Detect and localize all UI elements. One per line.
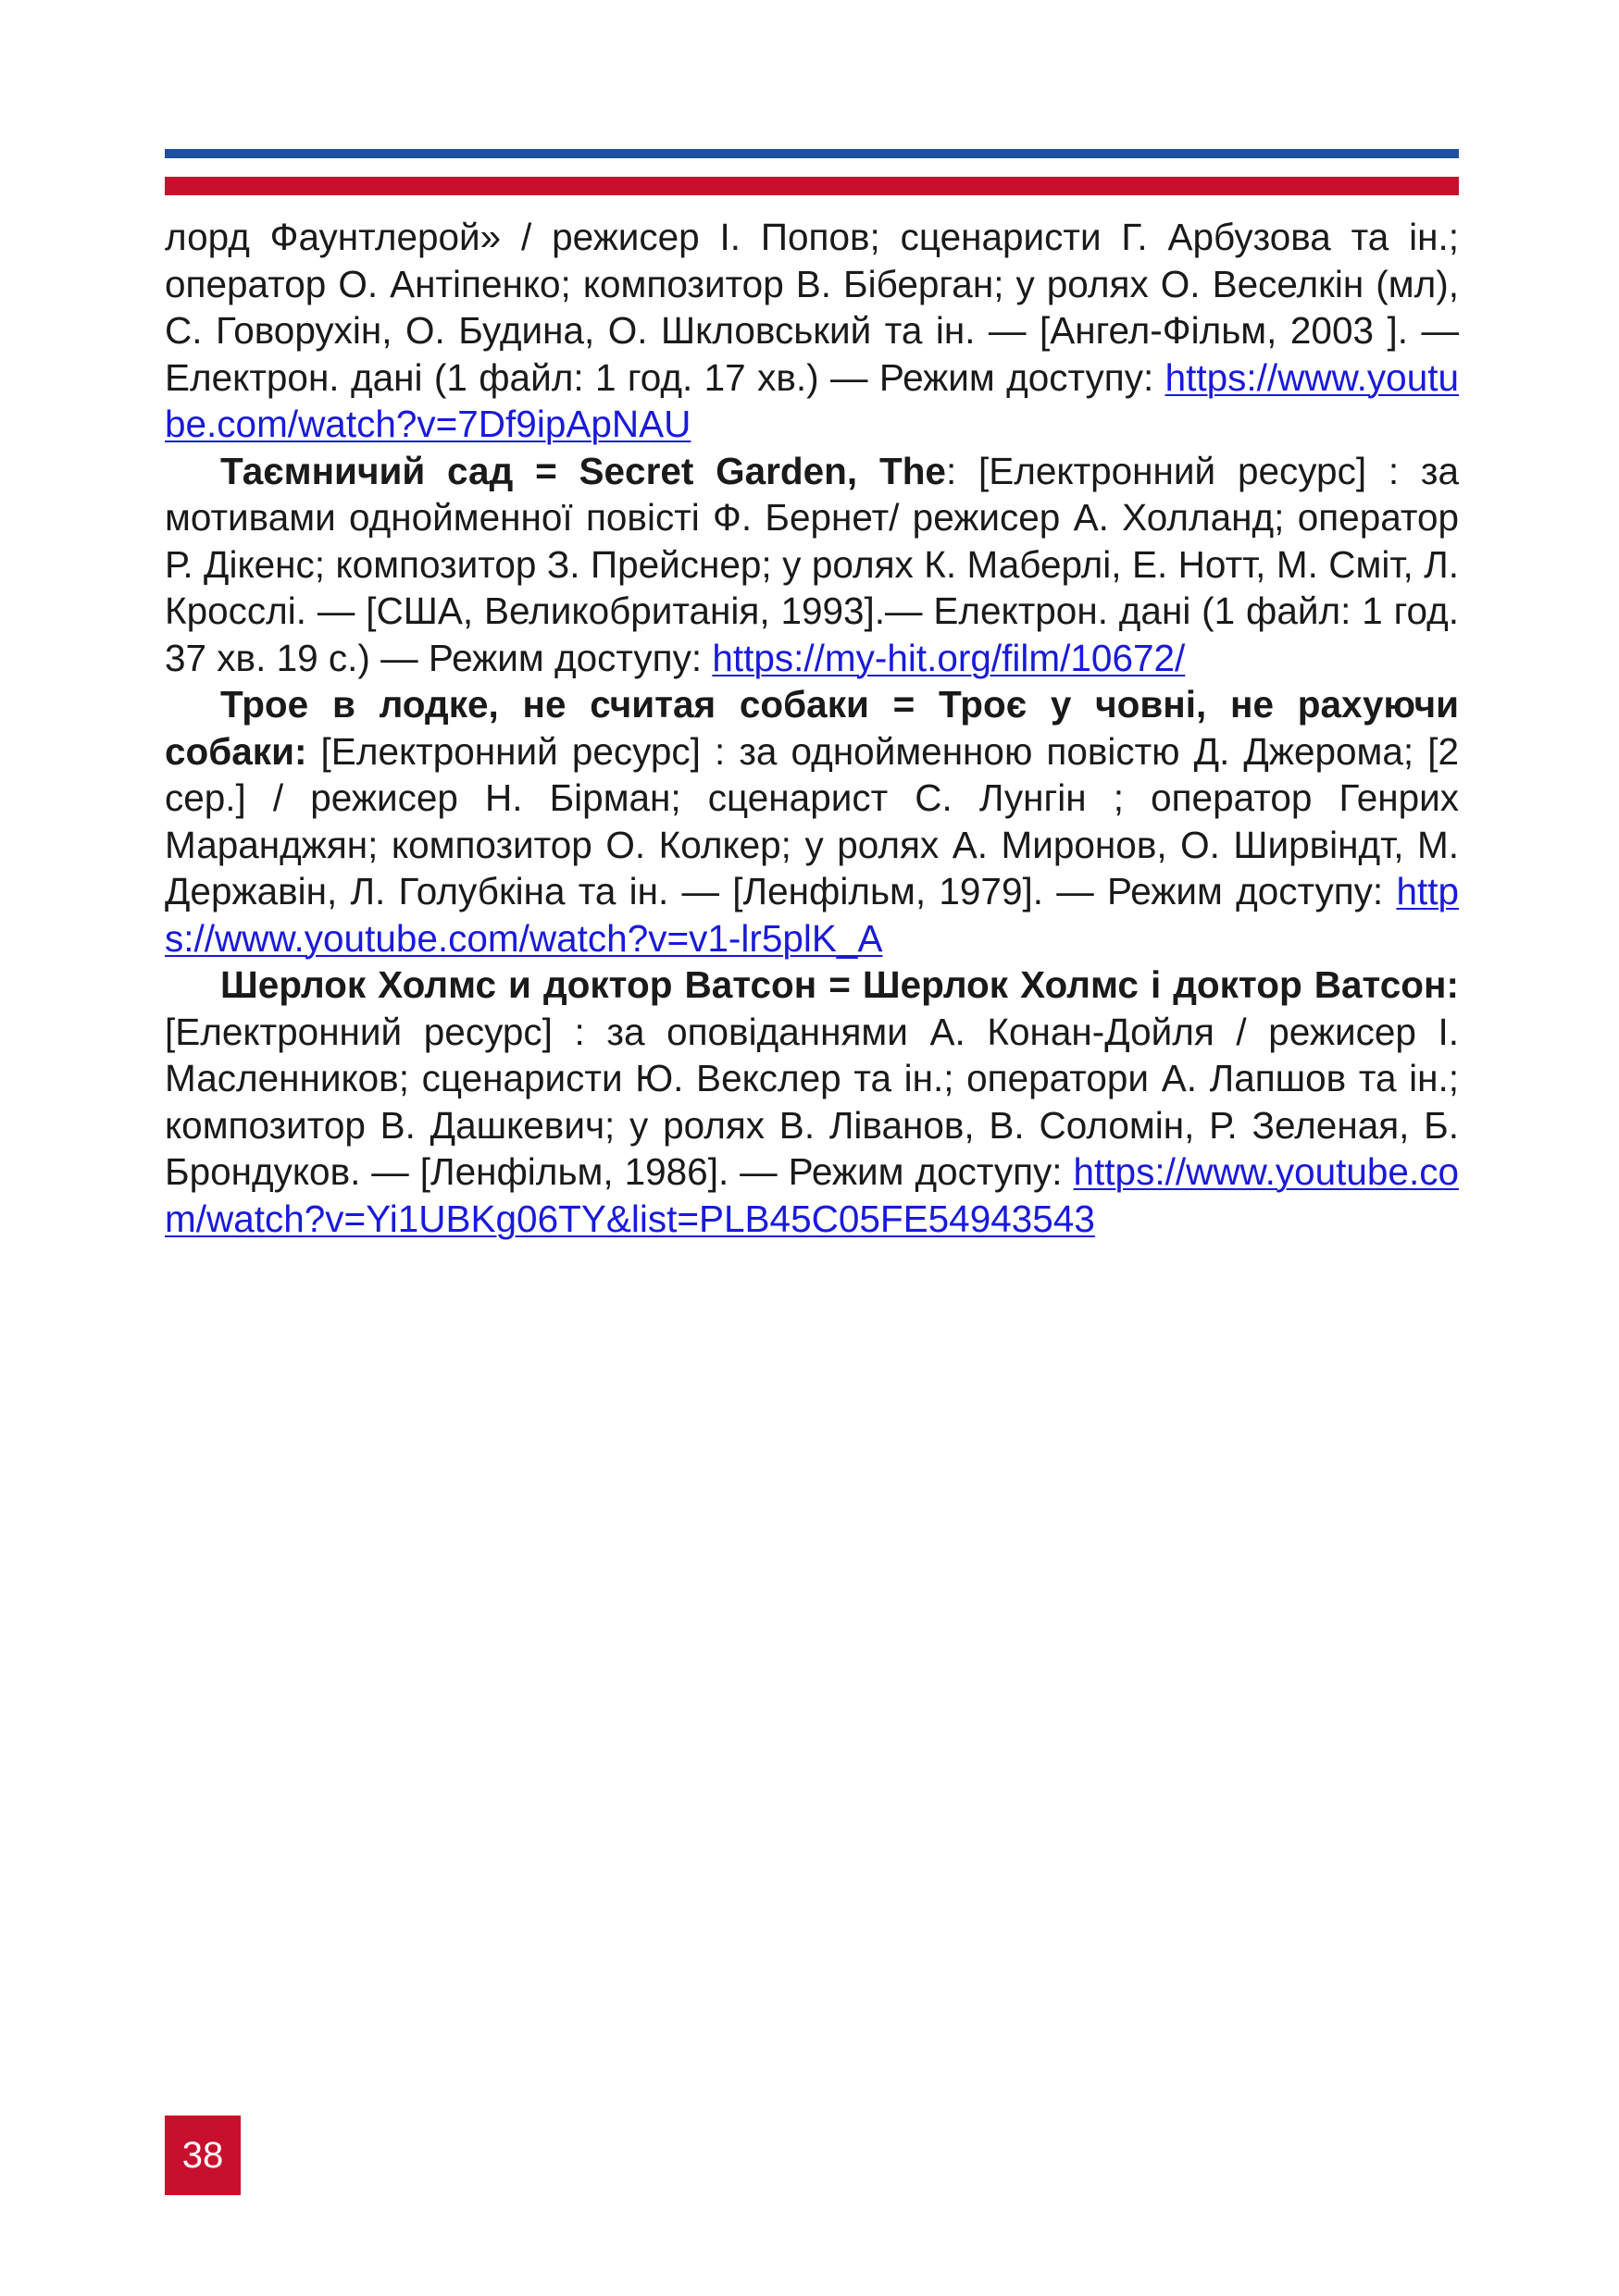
entry-link[interactable]: https://my-hit.org/film/10672/ [712,636,1186,679]
page-number: 38 [165,2116,241,2195]
entry-title: Таємничий сад = Secret Garden, The [220,449,946,492]
header-rule-blue [165,149,1459,158]
bibliography-entry-sherlock-holmes [165,962,1459,1242]
bibliography-entry-secret-garden [165,448,1459,682]
entry-body: лорд Фаунтлерой» / режисер І. Попов; сценаристи Г. Арбузова та ін.; оператор О. Антіпенко; композитор В. Біберган; у ролях О. Веселкін (мл), С. Говорухін, О. Будина, О. Шкловський та ін. — [Ангел-Фільм, 2003 ]. — Електрон. дані (1 файл: 1 год. 17 хв.) — Режим доступу: [165,216,1459,399]
header-rule-red [165,177,1459,195]
entry-link[interactable]: https://www.youtube.com/watch?v=Yi1UBKg06TY&list=PLB45C05FE54943543 [165,1150,1459,1240]
entry-body: [Електронний ресурс] : за оповіданнями А. Конан-Дойля / режисер І. Масленников; сценаристи Ю. Векслер та ін.; оператори А. Лапшов та ін.; композитор В. Дашкевич; у ролях В. Ліванов, В. Соломін, Р. Зеленая, Б. Брондуков. — [Ленфільм, 1986]. — Режим доступу: [165,1010,1459,1193]
entry-title: Шерлок Холмс и доктор Ватсон = Шерлок Холмс і доктор Ватсон: [220,963,1459,1006]
bibliography-entry-continued [165,214,1459,448]
entry-body: : [Електронний ресурс] : за мотивами однойменної повісті Ф. Бернет/ режисер А. Холланд; оператор Р. Дікенс; композитор З. Прейснер; у ролях К. Маберлі, Е. Нотт, М. Сміт, Л. Кросслі. — [США, Великобританія, 1993].— Електрон. дані (1 файл: 1 год. 37 хв. 19 с.) — Режим доступу: [165,449,1459,679]
bibliography-entry-three-men-boat [165,681,1459,962]
bibliography-list [165,214,1459,1242]
entry-body: [Електронний ресурс] : за однойменною повістю Д. Джерома; [2 сер.] / режисер Н. Бірман; сценарист С. Лунгін ; оператор Генрих Маранджян; композитор О. Колкер; у ролях А. Миронов, О. Ширвіндт, М. Державін, Л. Голубкіна та ін. — [Ленфільм, 1979]. — Режим доступу: [165,729,1459,912]
entry-link[interactable]: https://www.youtube.com/watch?v=v1-lr5plK_A [165,870,1459,960]
entry-link[interactable]: https://www.youtube.com/watch?v=7Df9ipApNAU [165,355,1459,445]
entry-title: Трое в лодке, не считая собаки = Троє у човні, не рахуючи собаки: [165,683,1459,773]
